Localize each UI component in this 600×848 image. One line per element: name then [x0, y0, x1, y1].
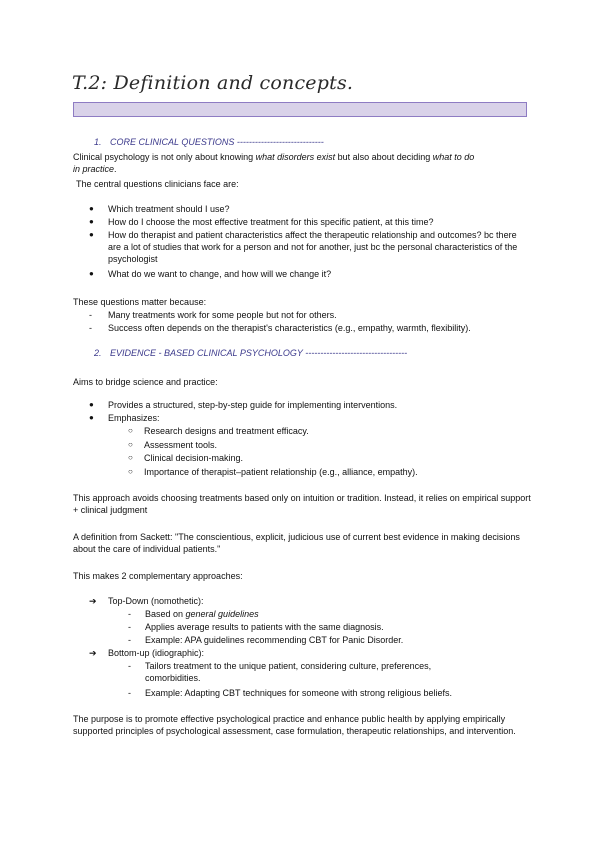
intro-text: but also about deciding: [335, 152, 433, 162]
sub-list-item: ○ Clinical decision-making.: [128, 452, 528, 464]
sub-list-item-text: Clinical decision-making.: [144, 453, 244, 463]
sub-list-item: - Example: APA guidelines recommending CBT for Panic Disorder.: [128, 634, 528, 646]
section-heading-evidence-based: [94, 348, 407, 358]
list-item: ● Provides a structured, step-by-step guide for implementing interventions.: [89, 399, 529, 411]
sub-list-item-text: Importance of therapist–patient relationship (e.g., alliance, empathy).: [144, 467, 418, 477]
page-title: T.2: Definition and concepts.: [72, 72, 354, 94]
list-item-text: Provides a structured, step-by-step guide for implementing interventions.: [108, 400, 398, 410]
sackett-definition: A definition from Sackett: "The conscientious, explicit, judicious use of current best evidence in making decisions about the care of individual patients.": [73, 532, 520, 554]
section-number: 2.: [94, 348, 102, 358]
questions-lead: The central questions clinicians face are:: [76, 179, 239, 189]
sub-list-item-text: [145, 608, 528, 620]
intro-emphasis: what to do: [432, 152, 475, 162]
list-item-text: Many treatments work for some people but not for others.: [108, 310, 337, 320]
list-item: ● How do I choose the most effective treatment for this specific patient, at this time?: [89, 216, 529, 228]
sub-list-item: ○ Research designs and treatment efficacy.: [128, 425, 528, 437]
purpose-paragraph: The purpose is to promote effective psychological practice and enhance public health by applying empirically supported principles of psychological assessment, case formulation, therapeutic relationships, and intervention.: [73, 714, 516, 736]
sub-list-item-text: Example: Adapting CBT techniques for someone with strong religious beliefs.: [145, 688, 453, 698]
sub-list-item-text: Tailors treatment to the unique patient, considering culture, preferences, comorbidities.: [145, 661, 432, 683]
list-item-text: Which treatment should I use?: [108, 204, 230, 214]
list-item: - Many treatments work for some people but not for others.: [89, 309, 529, 321]
list-item: ● Which treatment should I use?: [89, 203, 529, 215]
sub-list-item: - Example: Adapting CBT techniques for someone with strong religious beliefs.: [128, 687, 528, 699]
matter-lead: These questions matter because:: [73, 297, 207, 307]
sub-list-item-text: Assessment tools.: [144, 440, 218, 450]
approach-label: Top-Down (nomothetic):: [108, 596, 204, 606]
intro-text: Clinical psychology is not only about knowing: [73, 152, 256, 162]
sub-list-item-text: Example: APA guidelines recommending CBT for Panic Disorder.: [145, 635, 404, 645]
title-underline-bar: [73, 102, 527, 117]
approach-item-bottomup: ➔ Bottom-up (idiographic):: [89, 647, 529, 659]
sub-emphasis: general guidelines: [185, 609, 259, 619]
list-item: ● What do we want to change, and how will we change it?: [89, 268, 529, 280]
section-heading-text: EVIDENCE - BASED CLINICAL PSYCHOLOGY ----------------------------------: [110, 348, 408, 358]
list-item-text: Emphasizes:: [108, 413, 160, 423]
list-item-text: What do we want to change, and how will we change it?: [108, 269, 332, 279]
list-item: ● How do therapist and patient characteristics affect the therapeutic relationship and outcomes? bc there are a lot of studies that work for a person and not for another, just bc the personal characteristics of the psychologist: [89, 229, 529, 265]
intro-emphasis: what disorders exist: [255, 152, 336, 162]
approach-item-topdown: ➔ Top-Down (nomothetic):: [89, 595, 529, 607]
section-heading-core-questions: [94, 137, 324, 147]
list-item: ● Emphasizes:: [89, 412, 529, 424]
sub-list-item: - Applies average results to patients with the same diagnosis.: [128, 621, 528, 633]
sub-text: Based on: [145, 609, 186, 619]
complementary-lead: This makes 2 complementary approaches:: [73, 571, 243, 581]
sub-list-item: ○ Assessment tools.: [128, 439, 528, 451]
approach-label: Bottom-up (idiographic):: [108, 648, 205, 658]
list-item-text: How do therapist and patient characteristics affect the therapeutic relationship and outcomes? bc there are a lot of studies that work for a person and not for another, just bc the personal characteristics of the psychologist: [108, 230, 518, 264]
list-item-text: How do I choose the most effective treatment for this specific patient, at this time?: [108, 217, 434, 227]
intro-paragraph: [73, 151, 533, 175]
intro-emphasis: in practice: [73, 164, 115, 174]
intro-text: .: [114, 164, 117, 174]
sub-list-item-text: Applies average results to patients with the same diagnosis.: [145, 622, 384, 632]
approach-paragraph: This approach avoids choosing treatments based only on intuition or tradition. Instead, it relies on empirical support + clinical judgment: [73, 493, 531, 515]
list-item: - Success often depends on the therapist's characteristics (e.g., empathy, warmth, flexibility).: [89, 322, 529, 334]
section-number: 1.: [94, 137, 102, 147]
sub-list-item: ○ Importance of therapist–patient relationship (e.g., alliance, empathy).: [128, 466, 528, 478]
sub-list-item: - Based on general guidelines: [128, 608, 528, 620]
aims-text: Aims to bridge science and practice:: [73, 377, 218, 387]
sub-list-item-text: Research designs and treatment efficacy.: [144, 426, 309, 436]
list-item-text: Success often depends on the therapist's characteristics (e.g., empathy, warmth, flexibility).: [108, 323, 471, 333]
section-heading-text: CORE CLINICAL QUESTIONS -----------------------------: [110, 137, 324, 147]
sub-list-item: - Tailors treatment to the unique patient, considering culture, preferences, comorbidities.: [128, 660, 458, 684]
